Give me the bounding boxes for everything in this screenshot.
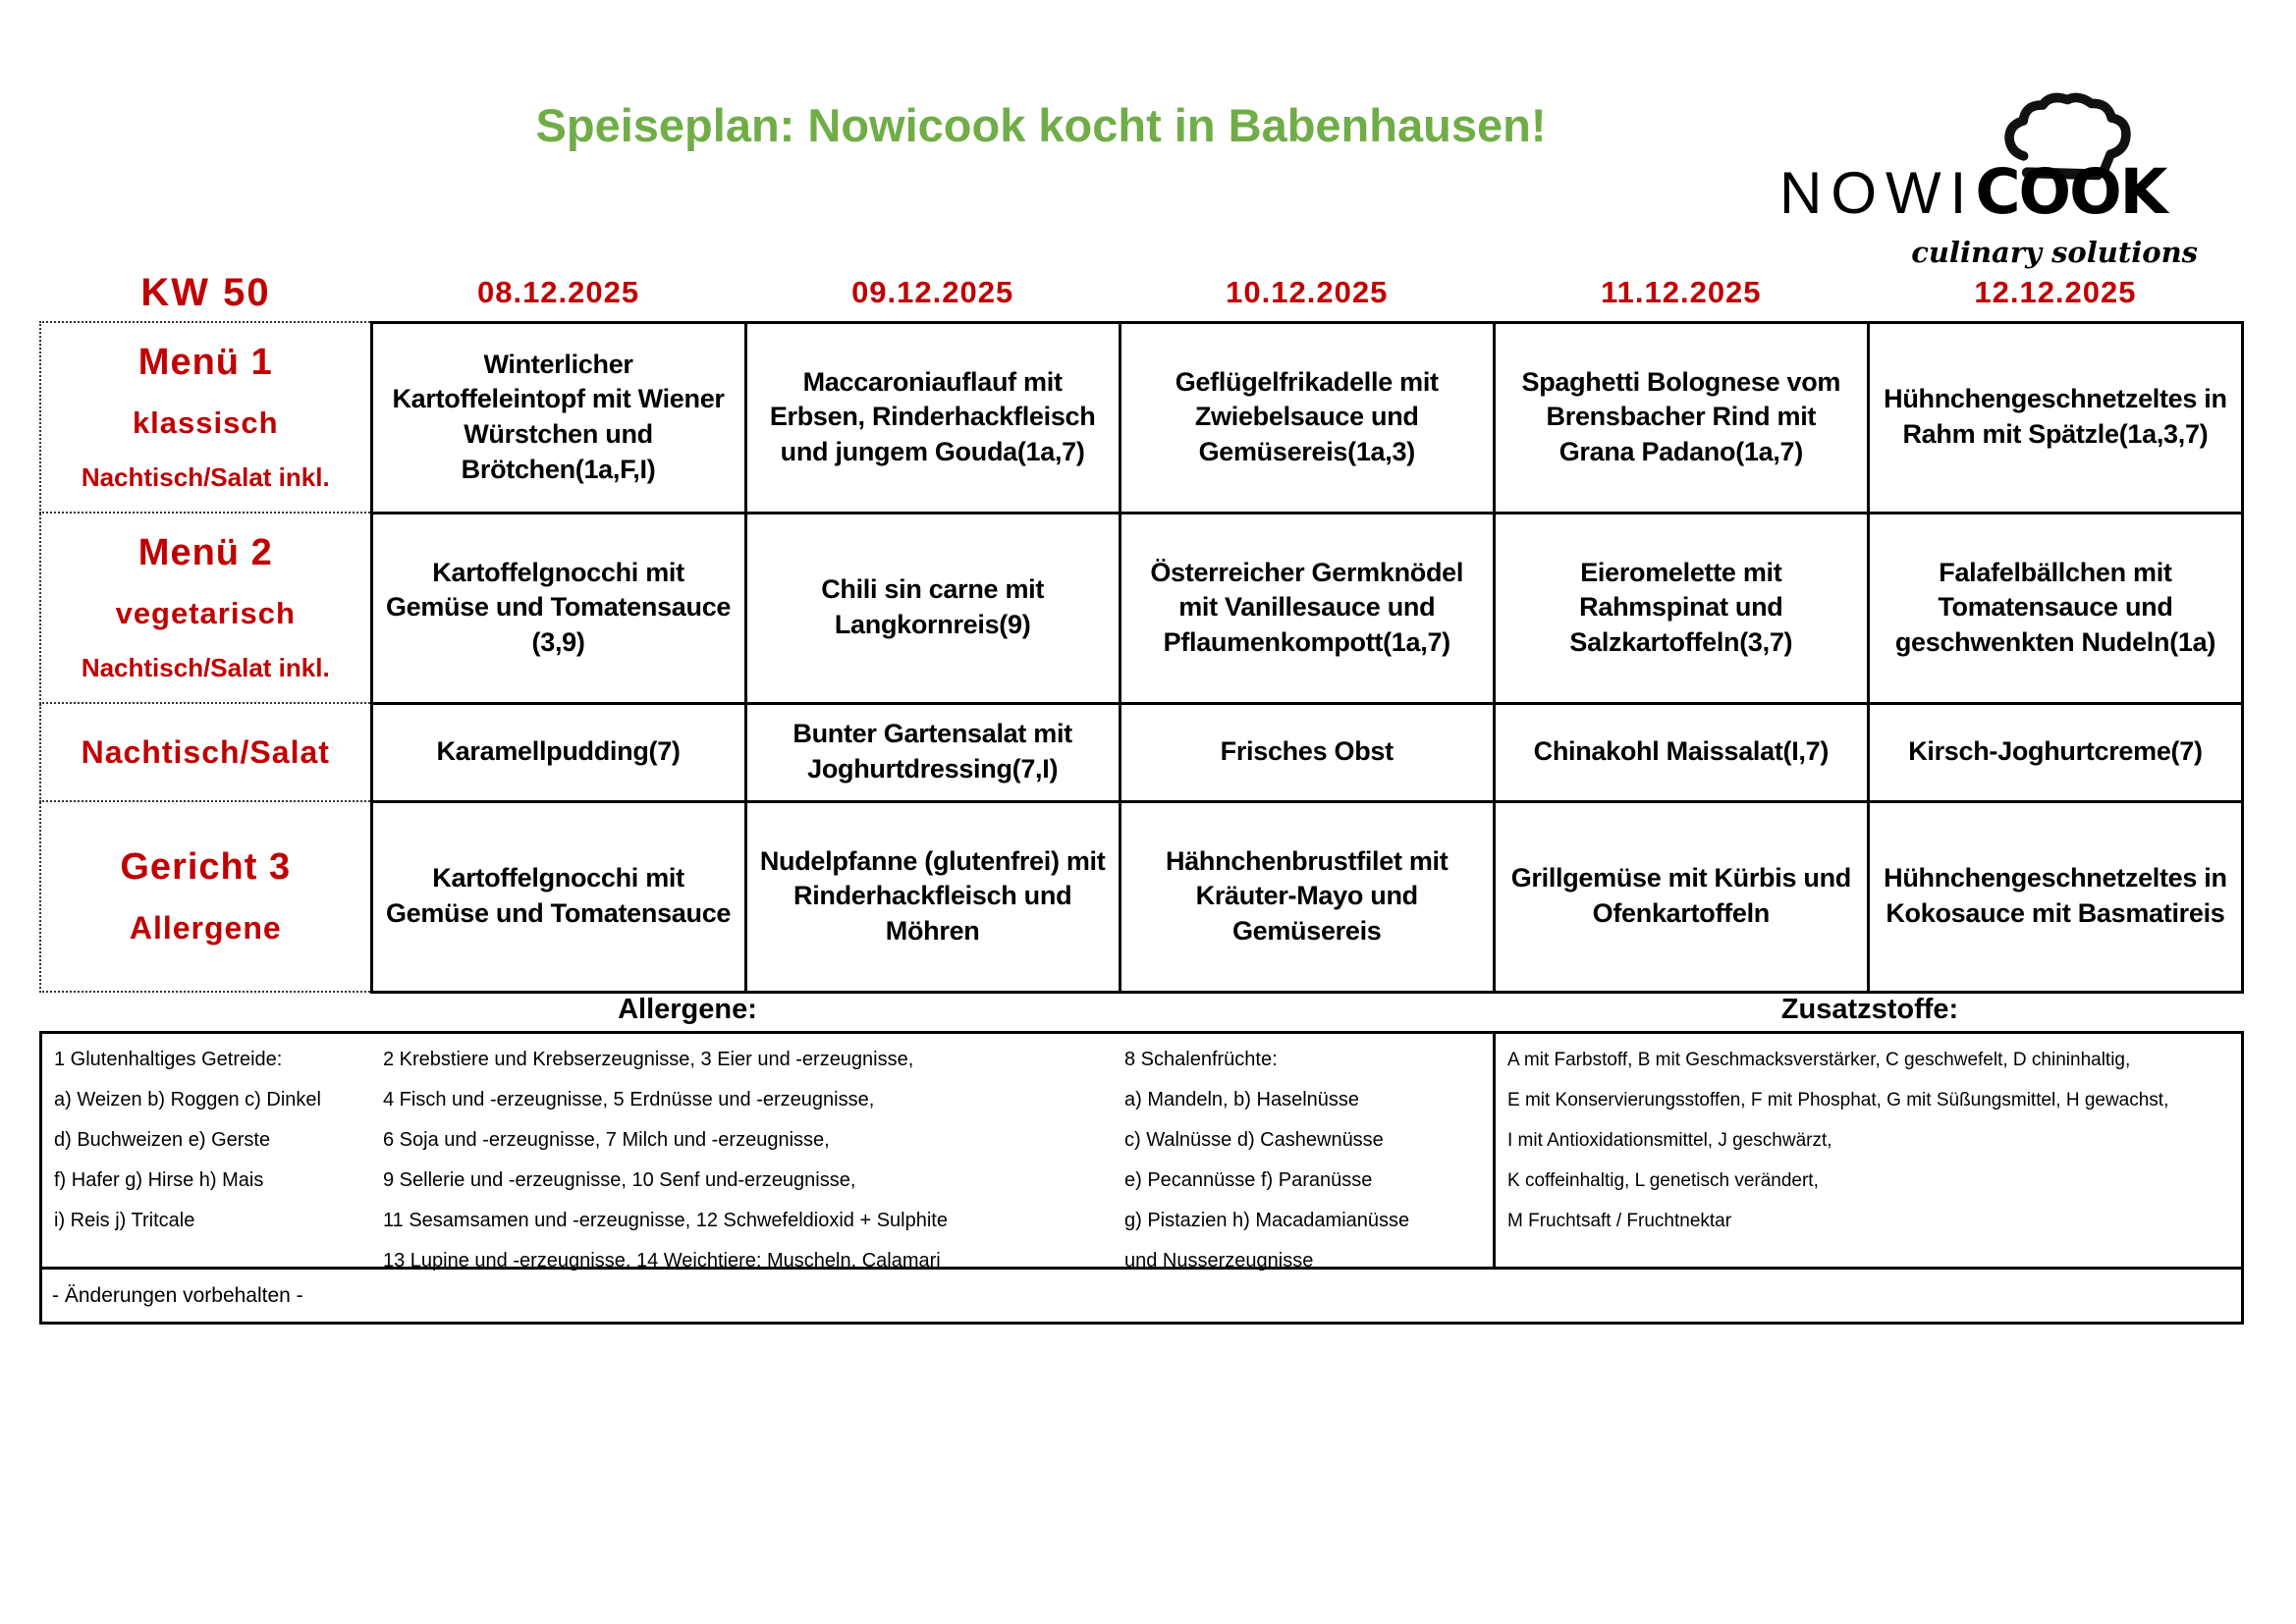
menu-cell: Österreicher Germknödel mit Vanillesauce und Pflaumenkompott(1a,7) — [1120, 513, 1494, 703]
logo-text-nowi: NOWI — [1779, 160, 1976, 226]
menu-cell: Hühnchengeschnetzeltes in Rahm mit Spätzle(1a,3,7) — [1868, 322, 2242, 513]
allergen-line: c) Walnüsse d) Cashewnüsse — [1124, 1129, 1384, 1151]
row-title: Gericht 3 — [120, 846, 292, 888]
row-label-gericht-3 — [40, 801, 371, 992]
date-header-wed: 10.12.2025 — [1226, 275, 1389, 310]
footer-note-box — [39, 1270, 2244, 1325]
week-label: KW 50 — [140, 271, 271, 314]
row-title: Menü 1 — [137, 342, 273, 383]
additive-line: A mit Farbstoff, B mit Geschmacksverstärker, C geschwefelt, D chininhaltig, — [1507, 1050, 2131, 1070]
allergen-line: a) Weizen b) Roggen c) Dinkel — [54, 1089, 321, 1110]
allergen-line: a) Mandeln, b) Haselnüsse — [1124, 1089, 1360, 1110]
menu-cell: Eieromelette mit Rahmspinat und Salzkartoffeln(3,7) — [1494, 513, 1868, 703]
allergen-line: e) Pecannüsse f) Paranüsse — [1124, 1169, 1373, 1191]
row-title: Menü 2 — [137, 532, 273, 573]
date-header-mon: 08.12.2025 — [476, 275, 640, 310]
date-header-thu: 11.12.2025 — [1601, 275, 1762, 310]
row-subtitle: Allergene — [129, 910, 282, 946]
row-note: Nachtisch/Salat inkl. — [81, 653, 330, 682]
additive-line: I mit Antioxidationsmittel, J geschwärzt, — [1507, 1130, 1832, 1151]
menu-cell: Chili sin carne mit Langkornreis(9) — [745, 513, 1120, 703]
menu-cell: Nudelpfanne (glutenfrei) mit Rinderhackfleisch und Möhren — [745, 801, 1120, 992]
additive-line: E mit Konservierungsstoffen, F mit Phosphat, G mit Süßungsmittel, H gewachst, — [1507, 1090, 2169, 1110]
row-label-menu-2 — [40, 513, 371, 703]
allergen-line: 2 Krebstiere und Krebserzeugnisse, 3 Eier und -erzeugnisse, — [383, 1049, 914, 1070]
page-title: Speiseplan: Nowicook kocht in Babenhausen! — [535, 99, 1547, 151]
allergen-line: f) Hafer g) Hirse h) Mais — [54, 1169, 264, 1191]
row-label-nachtisch-salat — [40, 703, 371, 801]
allergens-heading: Allergene: — [618, 994, 757, 1025]
menu-cell: Frisches Obst — [1120, 703, 1494, 801]
allergen-line: 13 Lupine und -erzeugnisse, 14 Weichtiere: Muscheln, Calamari — [383, 1250, 941, 1272]
menu-cell: Hähnchenbrustfilet mit Kräuter-Mayo und Gemüsereis — [1120, 801, 1494, 992]
logo-text-cook: COOK — [1975, 156, 2166, 228]
allergen-line: 1 Glutenhaltiges Getreide: — [54, 1049, 283, 1070]
row-title: Nachtisch/Salat — [81, 733, 330, 770]
menu-cell: Kirsch-Joghurtcreme(7) — [1868, 703, 2242, 801]
row-subtitle: klassisch — [132, 406, 279, 440]
menu-cell: Karamellpudding(7) — [371, 703, 745, 801]
legend-row — [39, 1031, 2244, 1270]
allergen-line: 6 Soja und -erzeugnisse, 7 Milch und -erzeugnisse, — [383, 1129, 830, 1151]
allergens-column-2 — [383, 1040, 948, 1281]
allergens-column-1 — [54, 1040, 321, 1241]
additive-line: K coffeinhaltig, L genetisch verändert, — [1507, 1170, 1819, 1191]
section-headings — [39, 994, 2244, 1031]
allergen-line: 8 Schalenfrüchte: — [1124, 1049, 1278, 1070]
row-note: Nachtisch/Salat inkl. — [81, 462, 330, 492]
allergen-line: d) Buchweizen e) Gerste — [54, 1129, 271, 1151]
footer-note: - Änderungen vorbehalten - — [52, 1283, 303, 1307]
row-label-menu-1 — [40, 322, 371, 513]
additives-box — [1496, 1031, 2244, 1270]
menu-cell: Winterlicher Kartoffeleintopf mit Wiener Würstchen und Brötchen(1a,F,I) — [371, 322, 745, 513]
nowicook-wordmark — [1779, 156, 2166, 228]
menu-cell: Falafelbällchen mit Tomatensauce und geschwenkten Nudeln(1a) — [1868, 513, 2242, 703]
menu-cell: Grillgemüse mit Kürbis und Ofenkartoffeln — [1494, 801, 1868, 992]
date-header-fri: 12.12.2025 — [1974, 275, 2137, 310]
allergen-line: und Nusserzeugnisse — [1124, 1250, 1314, 1272]
additive-line: M Fruchtsaft / Fruchtnektar — [1507, 1211, 1732, 1231]
allergen-line: 9 Sellerie und -erzeugnisse, 10 Senf und-erzeugnisse, — [383, 1169, 856, 1191]
allergen-line: 4 Fisch und -erzeugnisse, 5 Erdnüsse und -erzeugnisse, — [383, 1089, 875, 1110]
menu-cell: Kartoffelgnocchi mit Gemüse und Tomatensauce — [371, 801, 745, 992]
menu-table — [39, 265, 2244, 994]
nowicook-logo — [1776, 90, 2208, 277]
allergens-column-3 — [1124, 1040, 1409, 1281]
menu-cell: Spaghetti Bolognese vom Brensbacher Rind mit Grana Padano(1a,7) — [1494, 322, 1868, 513]
row-subtitle: vegetarisch — [115, 596, 296, 630]
menu-cell: Hühnchengeschnetzeltes in Kokosauce mit Basmatireis — [1868, 801, 2242, 992]
allergens-box — [39, 1031, 1496, 1270]
menu-cell: Kartoffelgnocchi mit Gemüse und Tomatensauce (3,9) — [371, 513, 745, 703]
menu-cell: Bunter Gartensalat mit Joghurtdressing(7,I) — [745, 703, 1120, 801]
menu-cell: Geflügelfrikadelle mit Zwiebelsauce und Gemüsereis(1a,3) — [1120, 322, 1494, 513]
allergen-line: i) Reis j) Tritcale — [54, 1210, 195, 1231]
date-header-tue: 09.12.2025 — [851, 275, 1014, 310]
logo-tagline: culinary solutions — [1911, 236, 2198, 269]
menu-cell: Chinakohl Maissalat(I,7) — [1494, 703, 1868, 801]
allergen-line: 11 Sesamsamen und -erzeugnisse, 12 Schwefeldioxid + Sulphite — [383, 1210, 948, 1231]
menu-cell: Maccaroniauflauf mit Erbsen, Rinderhackfleisch und jungem Gouda(1a,7) — [745, 322, 1120, 513]
allergen-line: g) Pistazien h) Macadamianüsse — [1124, 1210, 1410, 1231]
additives-heading: Zusatzstoffe: — [1780, 994, 1959, 1025]
